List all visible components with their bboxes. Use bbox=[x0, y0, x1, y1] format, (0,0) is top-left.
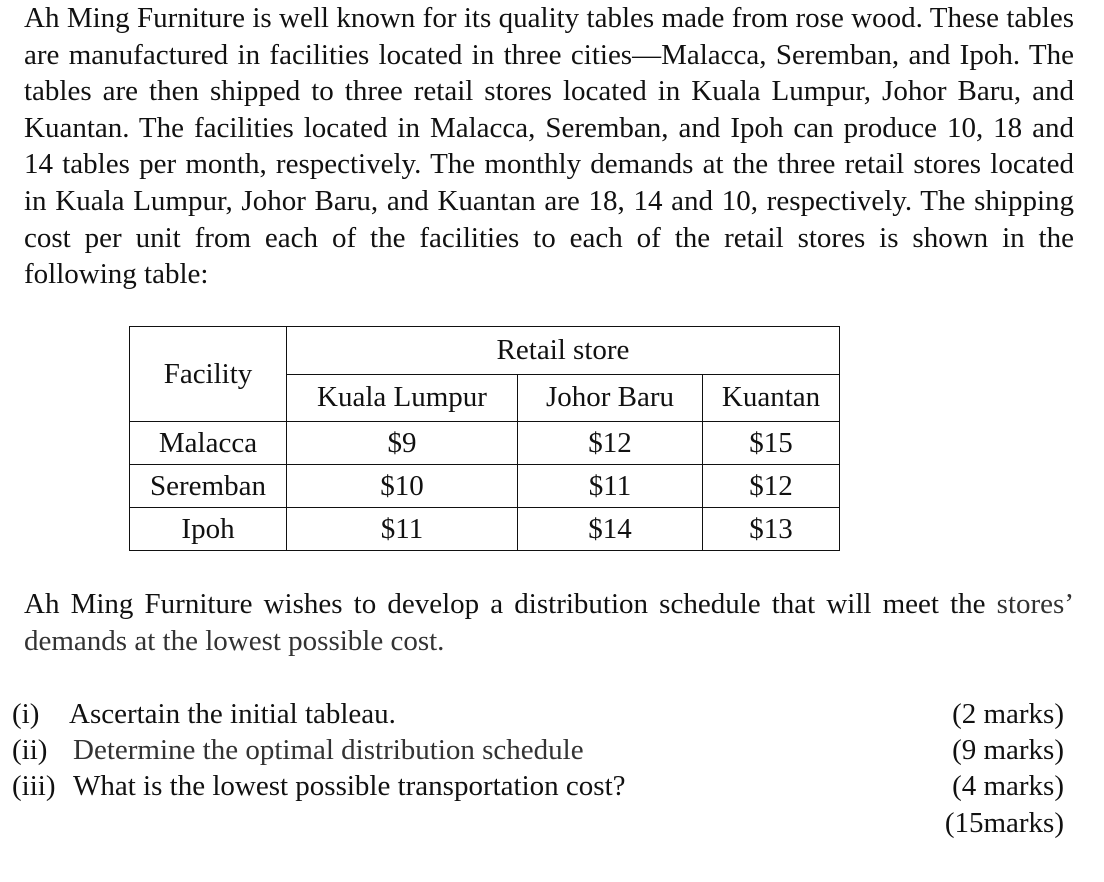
question-number: (ii) bbox=[12, 734, 48, 766]
cost-cell: $15 bbox=[703, 422, 840, 465]
cost-cell: $14 bbox=[518, 508, 703, 551]
marks-1: (2 marks) bbox=[952, 698, 1064, 730]
objective-statement bbox=[24, 586, 1074, 659]
question-number: (i) bbox=[12, 698, 40, 730]
cost-cell: $12 bbox=[703, 465, 840, 508]
question-2 bbox=[12, 732, 584, 768]
cost-cell: $13 bbox=[703, 508, 840, 551]
cost-cell: $12 bbox=[518, 422, 703, 465]
question-3 bbox=[12, 768, 626, 804]
cost-cell: $10 bbox=[287, 465, 518, 508]
question-text: What is the lowest possible transportation cost? bbox=[73, 770, 626, 802]
problem-statement: Ah Ming Furniture is well known for its quality tables made from rose wood. These tables are manufactured in facilities located in three cities—Malacca, Seremban, and Ipoh. The tables are then shipped to three retail stores located in Kuala Lumpur, Johor Baru, and Kuantan. The facilities located in Malacca, Seremban, and Ipoh can produce 10, 18 and 14 tables per month, respectively. The monthly demands at the three retail stores located in Kuala Lumpur, Johor Baru, and Kuantan are 18, 14 and 10, respectively. The shipping cost per unit from each of the facilities to each of the retail stores is shown in the following table: bbox=[24, 2, 1074, 291]
cost-cell: $11 bbox=[287, 508, 518, 551]
total-marks: (15marks) bbox=[944, 807, 1064, 839]
objective-line-2: stores’ demands at the lowest possible cost. bbox=[24, 588, 1074, 657]
table-row bbox=[130, 422, 840, 465]
question-text: Ascertain the initial tableau. bbox=[69, 698, 396, 730]
table-row bbox=[130, 465, 840, 508]
store-header-kuantan: Kuantan bbox=[703, 374, 840, 422]
cost-cell: $11 bbox=[518, 465, 703, 508]
facility-cell: Ipoh bbox=[130, 508, 287, 551]
objective-line-1: Ah Ming Furniture wishes to develop a distribution schedule that will meet the bbox=[24, 588, 986, 620]
question-1 bbox=[12, 696, 396, 732]
cost-cell: $9 bbox=[287, 422, 518, 465]
retail-store-header: Retail store bbox=[287, 327, 840, 375]
table-row bbox=[130, 508, 840, 551]
facility-cell: Malacca bbox=[130, 422, 287, 465]
shipping-cost-table bbox=[129, 326, 840, 551]
facility-header: Facility bbox=[130, 327, 287, 422]
question-text: Determine the optimal distribution schedule bbox=[73, 734, 584, 766]
marks-2: (9 marks) bbox=[952, 734, 1064, 766]
marks-3: (4 marks) bbox=[952, 770, 1064, 802]
store-header-johor-baru: Johor Baru bbox=[518, 374, 703, 422]
table-header-row bbox=[130, 327, 840, 375]
question-number: (iii) bbox=[12, 770, 56, 802]
facility-cell: Seremban bbox=[130, 465, 287, 508]
store-header-kuala-lumpur: Kuala Lumpur bbox=[287, 374, 518, 422]
